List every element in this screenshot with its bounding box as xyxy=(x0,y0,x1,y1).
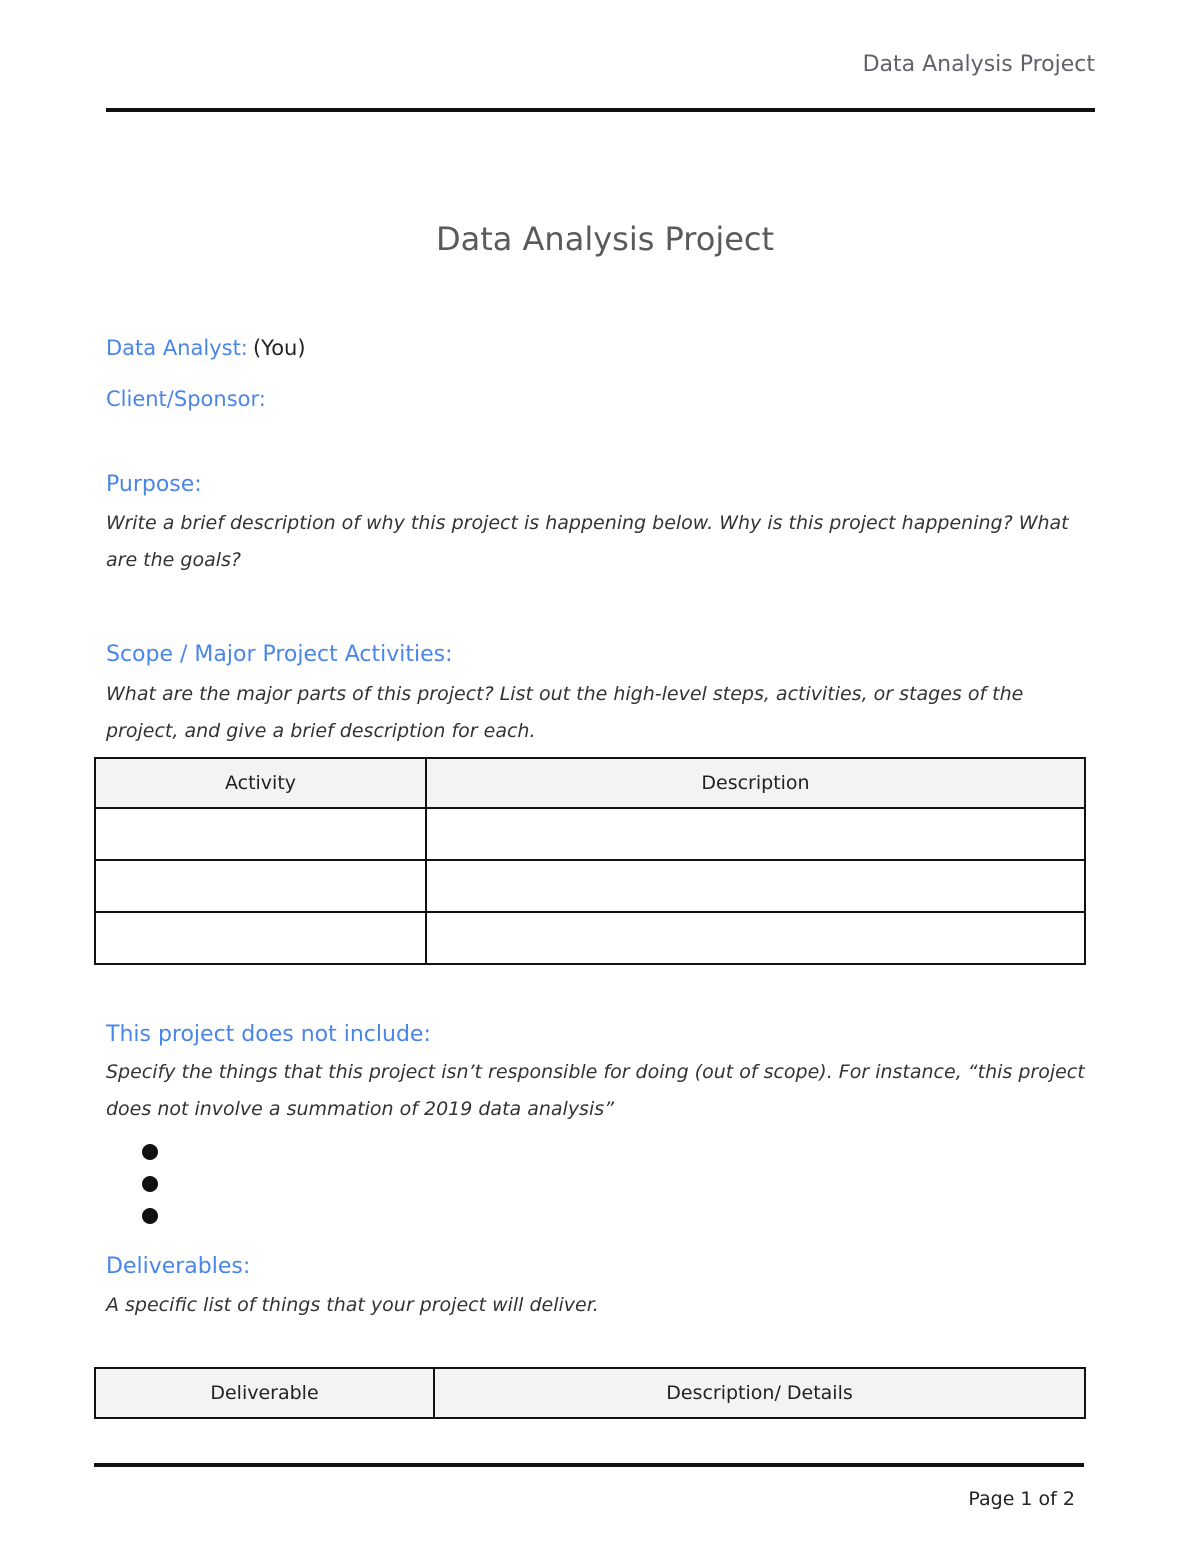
deliverables-description: A specific list of things that your project will deliver. xyxy=(106,1294,599,1316)
deliverable-column-header: Deliverable xyxy=(95,1368,434,1418)
bullet-icon xyxy=(142,1176,158,1192)
table-row xyxy=(95,912,1085,964)
description-cell[interactable] xyxy=(426,808,1085,860)
header-divider xyxy=(106,108,1095,112)
table-header-row xyxy=(95,1368,1085,1418)
bullet-icon xyxy=(142,1144,158,1160)
activities-table xyxy=(94,757,1086,965)
details-column-header: Description/ Details xyxy=(434,1368,1085,1418)
activity-cell[interactable] xyxy=(95,912,426,964)
client-line xyxy=(106,387,266,411)
analyst-label: Data Analyst: xyxy=(106,336,248,360)
deliverables-heading: Deliverables: xyxy=(106,1254,251,1279)
bullet-icon xyxy=(142,1208,158,1224)
analyst-value: (You) xyxy=(252,336,306,360)
scope-description: What are the major parts of this project? List out the high-level steps, activities, or stages of the project, and give a brief description for each. xyxy=(106,683,1024,742)
purpose-description: Write a brief description of why this project is happening below. Why is this project happening? What are the goals? xyxy=(106,512,1069,571)
table-row xyxy=(95,860,1085,912)
exclusions-description: Specify the things that this project isn’t responsible for doing (out of scope). For instance, “this project does not involve a summation of 2019 data analysis” xyxy=(106,1061,1085,1120)
scope-heading: Scope / Major Project Activities: xyxy=(106,642,453,667)
running-header-title: Data Analysis Project xyxy=(862,52,1095,77)
footer-divider xyxy=(94,1463,1084,1467)
page-number: Page 1 of 2 xyxy=(968,1488,1075,1510)
client-label: Client/Sponsor: xyxy=(106,387,266,411)
description-column-header: Description xyxy=(426,758,1085,808)
purpose-heading: Purpose: xyxy=(106,472,202,497)
description-cell[interactable] xyxy=(426,912,1085,964)
table-header-row xyxy=(95,758,1085,808)
table-row xyxy=(95,808,1085,860)
exclusions-heading: This project does not include: xyxy=(106,1022,431,1047)
activity-cell[interactable] xyxy=(95,808,426,860)
activity-cell[interactable] xyxy=(95,860,426,912)
deliverables-table xyxy=(94,1367,1086,1419)
description-cell[interactable] xyxy=(426,860,1085,912)
activity-column-header: Activity xyxy=(95,758,426,808)
document-title: Data Analysis Project xyxy=(435,220,775,258)
analyst-line xyxy=(106,336,306,360)
